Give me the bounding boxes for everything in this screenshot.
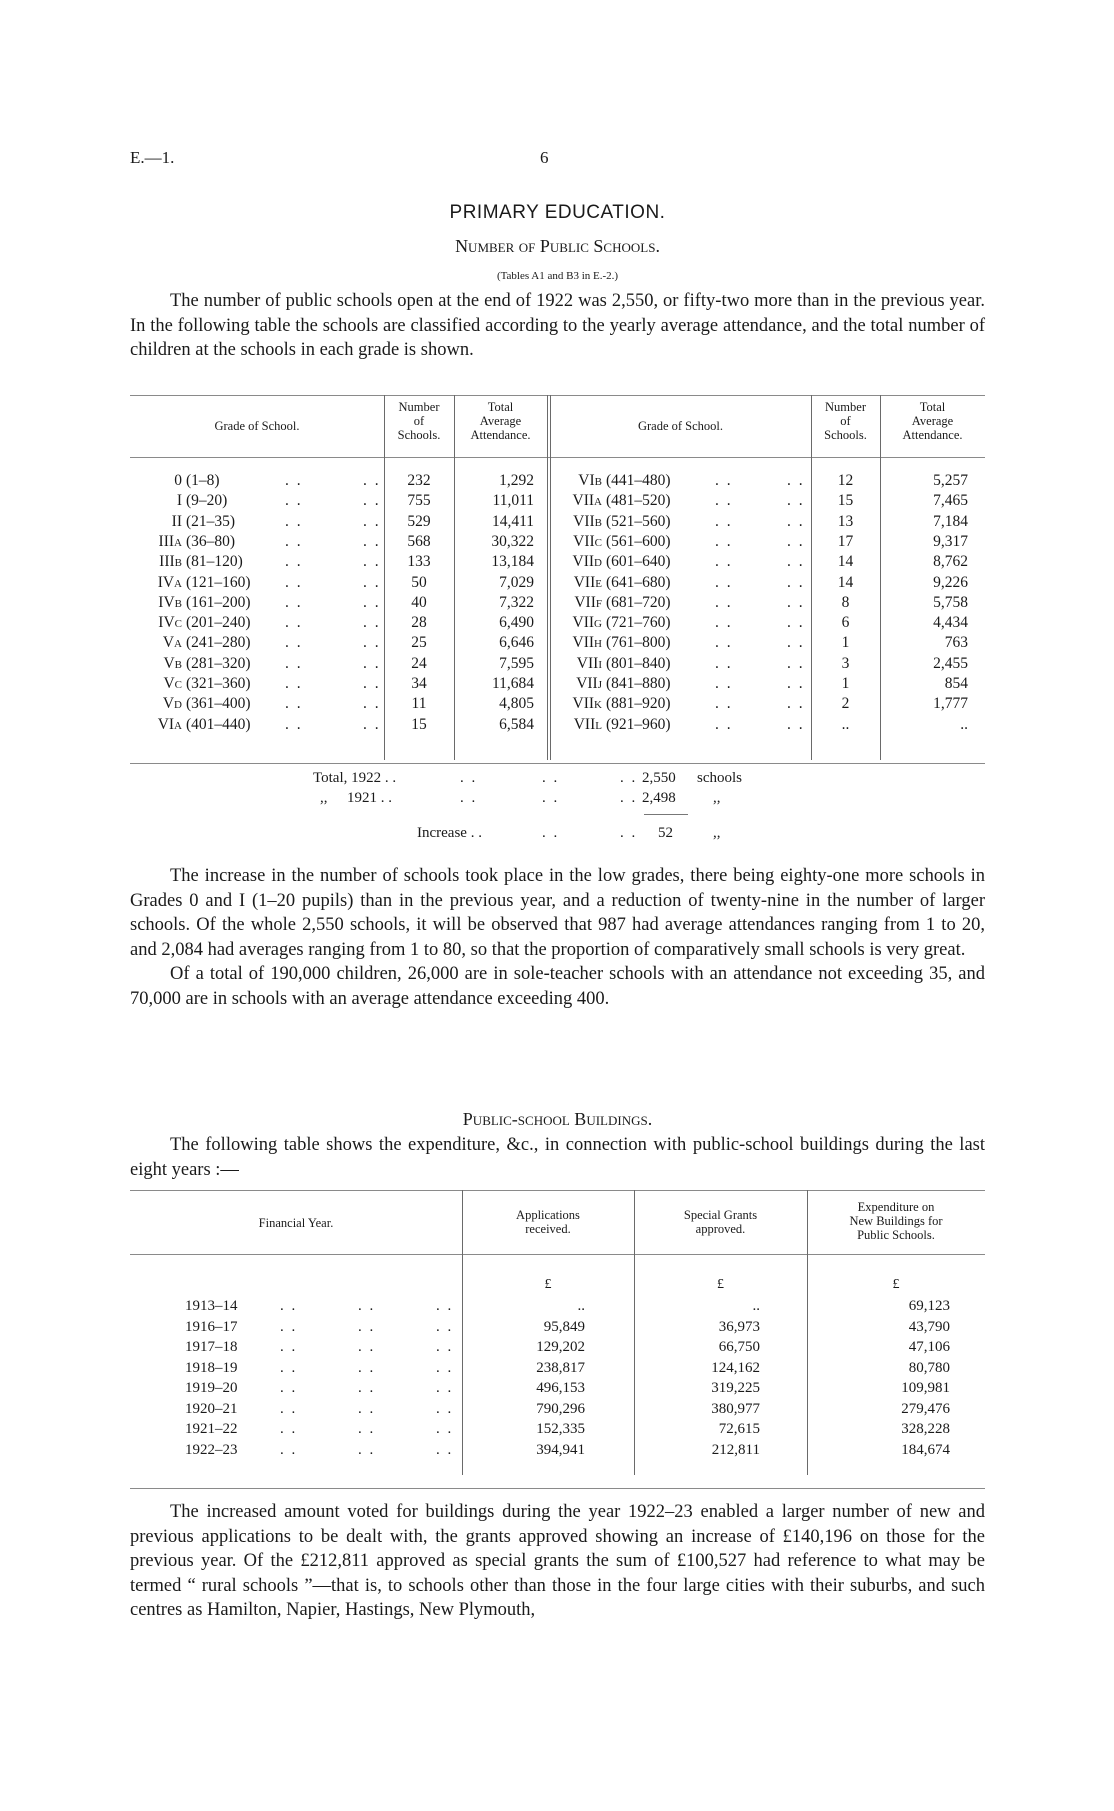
total-1922-value: 2,550 — [642, 770, 676, 786]
table-row: VIIF (681–720) . . . . 8 5,758 — [550, 593, 985, 613]
number-of-schools: 8 — [841, 593, 850, 611]
average-attendance: 854 — [944, 675, 968, 692]
number-of-schools: 15 — [411, 715, 427, 733]
financial-year: 1916–17 — [185, 1318, 238, 1335]
buildings-intro-paragraph: The following table shows the expenditure, &c., in connection with public-school buildings during the last eight years :— — [130, 1135, 985, 1180]
special-grants-approved: 66,750 — [718, 1339, 760, 1355]
average-attendance: 6,490 — [499, 614, 534, 632]
number-of-schools: 50 — [411, 573, 427, 591]
table-row: VD (361–400) . . . . 11 4,805 — [130, 694, 547, 714]
table-row: VIII (801–840) . . . . 3 2,455 — [550, 654, 985, 674]
table-bottom-rule — [130, 1488, 985, 1489]
table-row: VA (241–280) . . . . 25 6,646 — [130, 633, 547, 653]
grade-range: (441–480) — [606, 472, 671, 489]
average-attendance: 5,257 — [933, 472, 968, 489]
average-attendance: 4,434 — [933, 614, 968, 632]
grade-range: (201–240) — [186, 614, 251, 632]
average-attendance: 2,455 — [933, 654, 968, 672]
number-of-schools: 17 — [837, 532, 854, 550]
average-attendance: 14,411 — [491, 512, 534, 530]
average-attendance: 13,184 — [491, 553, 534, 571]
grade-range: (721–760) — [606, 614, 671, 632]
financial-year: 1917–18 — [185, 1339, 238, 1355]
table-row: 0 (1–8) . . . . 232 1,292 — [130, 471, 547, 491]
average-attendance: 9,226 — [933, 573, 968, 591]
page-title: PRIMARY EDUCATION. — [449, 202, 666, 223]
average-attendance: 6,646 — [499, 634, 534, 652]
table-row: 1921–22 . . . . . . 152,335 72,615 328,228 — [185, 1421, 950, 1437]
financial-year: 1913–14 — [185, 1298, 238, 1314]
applications-received: .. — [577, 1298, 585, 1314]
number-of-schools: 11 — [411, 695, 427, 713]
header-attendance-right: Total Average Attendance. — [902, 400, 963, 442]
average-attendance: 1,777 — [933, 695, 968, 713]
applications-received: 394,941 — [536, 1441, 585, 1458]
tables-reference: (Tables A1 and B3 in E.-2.) — [496, 270, 619, 282]
currency-expenditure: £ — [892, 1277, 900, 1292]
average-attendance: 6,584 — [499, 715, 534, 733]
number-of-schools: 28 — [411, 614, 427, 632]
table-row: VIIA (481–520) . . . . 15 7,465 — [550, 491, 985, 511]
increase-label: Increase . . — [417, 825, 482, 841]
expenditure-new-buildings: 328,228 — [901, 1421, 950, 1437]
average-attendance: .. — [960, 715, 968, 733]
intro-paragraph — [130, 289, 985, 363]
number-of-schools: 24 — [411, 654, 427, 672]
number-of-schools: 6 — [841, 614, 850, 632]
grade-range: (921–960) — [606, 715, 671, 733]
grade-numeral: VIID — [572, 553, 602, 571]
table-row: 1918–19 . . . . . . 238,817 124,162 80,780 — [185, 1359, 950, 1376]
special-grants-approved: 319,225 — [711, 1380, 760, 1396]
grade-numeral: VIIJ — [576, 675, 602, 692]
table-row: VIIJ (841–880) . . . . 1 854 — [550, 674, 985, 694]
average-attendance: 7,029 — [499, 573, 534, 591]
average-attendance: 7,465 — [933, 492, 968, 510]
grade-numeral: II — [171, 512, 182, 530]
special-grants-approved: 212,811 — [711, 1441, 760, 1458]
number-of-schools: 12 — [837, 472, 854, 489]
average-attendance: 7,595 — [499, 654, 534, 672]
average-attendance: 11,684 — [491, 675, 534, 692]
expenditure-new-buildings: 184,674 — [901, 1441, 950, 1458]
table-row: 1913–14 . . . . . . .. .. 69,123 — [185, 1298, 950, 1314]
grade-range: (521–560) — [606, 512, 671, 530]
page-number: 6 — [540, 148, 549, 167]
average-attendance: 763 — [944, 634, 968, 652]
increase-value: 52 — [658, 825, 673, 841]
grade-range: (9–20) — [186, 492, 228, 510]
header-number-right: Number of Schools. — [824, 400, 867, 442]
table-row: IVC (201–240) . . . . 28 6,490 — [130, 613, 547, 633]
grade-range: (681–720) — [606, 593, 671, 611]
table-top-rule — [130, 1190, 985, 1191]
expenditure-new-buildings: 80,780 — [908, 1359, 950, 1376]
grade-range: (161–200) — [186, 593, 251, 611]
applications-received: 95,849 — [543, 1318, 585, 1335]
grade-range: (601–640) — [606, 553, 671, 571]
grade-numeral: IVB — [158, 593, 182, 611]
grade-range: (561–600) — [606, 532, 671, 550]
table-row: 1917–18 . . . . . . 129,202 66,750 47,106 — [185, 1339, 950, 1355]
grade-range: (401–440) — [186, 715, 251, 733]
number-of-schools: 133 — [407, 553, 431, 571]
table-row: 1922–23 . . . . . . 394,941 212,811 184,674 — [185, 1441, 950, 1458]
table-row: VIIG (721–760) . . . . 6 4,434 — [550, 613, 985, 633]
grade-range: (841–880) — [606, 675, 671, 692]
applications-received: 790,296 — [536, 1400, 585, 1417]
section-heading-number-of-schools: Number of Public Schools. — [455, 236, 660, 256]
paragraph-increase: The increase in the number of schools took place in the low grades, there being eighty-one more schools in Grades 0 and I (1–20 pupils) than in the previous year, and a reduction of twenty-nine in the number of larger schools. Of the whole 2,550 schools, it will be observed that 987 had average attendances ranging from 1 to 20, and 2,084 had averages ranging from 1 to 80, so that the proportion of comparatively small schools is very great. Of a total of 190,000 children, 26,000 are in sole-teacher schools with an attendance not exceeding 35, and 70,000 are in schools with an average attendance exceeding 400. — [130, 866, 985, 1009]
header-attendance-left: Total Average Attendance. — [470, 400, 531, 442]
total-1921-value: 2,498 — [642, 790, 676, 806]
financial-year: 1919–20 — [185, 1380, 238, 1396]
grade-numeral: VIA — [157, 715, 182, 733]
total-1922-label: Total, 1922 . . — [313, 770, 397, 786]
grade-numeral: VC — [163, 675, 182, 692]
grade-numeral: IIIB — [159, 553, 182, 571]
table-row: VIB (441–480) . . . . 12 5,257 — [550, 471, 985, 491]
average-attendance: 11,011 — [492, 492, 534, 510]
table-row: IVB (161–200) . . . . 40 7,322 — [130, 593, 547, 613]
table-header-rule — [130, 457, 985, 458]
section-heading-buildings: Public-school Buildings. — [462, 1109, 653, 1129]
document-reference: E.—1. — [130, 148, 175, 167]
number-of-schools: 232 — [407, 472, 431, 489]
grade-numeral: VIII — [576, 654, 602, 672]
grade-numeral: VIIG — [572, 614, 602, 632]
table-row: IVA (121–160) . . . . 50 7,029 — [130, 573, 547, 593]
average-attendance: 1,292 — [499, 472, 534, 489]
table-row: 1920–21 . . . . . . 790,296 380,977 279,476 — [185, 1400, 950, 1417]
average-attendance: 30,322 — [491, 532, 534, 550]
table-row: 1916–17 . . . . . . 95,849 36,973 43,790 — [185, 1318, 950, 1335]
grade-numeral: IIIA — [158, 532, 182, 550]
number-of-schools: 14 — [837, 573, 854, 591]
intro-text: The number of public schools open at the end of 1922 was 2,550, or fifty-two more than in the previous year. In the following table the schools are classified according to the yearly average attendance, and the total number of children at the schools in each grade is shown. — [130, 291, 985, 360]
buildings-paragraph: The increased amount voted for buildings during the year 1922–23 enabled a larger number of new and previous applications to be dealt with, the grants approved showing an increase of £140,196 on those for the previous year. Of the £212,811 approved as special grants the sum of £100,527 had reference to what may be termed “ rural schools ”—that is, to schools other than those in the four large cities with their suburbs, and such centres as Hamilton, Napier, Hastings, New Plymouth, — [130, 1502, 985, 1620]
number-of-schools: 13 — [837, 512, 854, 530]
table-row: VIIH (761–800) . . . . 1 763 — [550, 633, 985, 653]
table-row: 1919–20 . . . . . . 496,153 319,225 109,981 — [185, 1380, 950, 1396]
table-row: VIIK (881–920) . . . . 2 1,777 — [550, 694, 985, 714]
running-header — [130, 148, 985, 172]
header-special-grants: Special Grants approved. — [683, 1208, 758, 1236]
grade-numeral: VIIL — [573, 715, 602, 733]
number-of-schools: 1 — [841, 675, 850, 692]
financial-year: 1922–23 — [185, 1441, 238, 1458]
financial-year: 1920–21 — [185, 1400, 238, 1417]
currency-grants: £ — [717, 1277, 724, 1292]
table-row: VIIE (641–680) . . . . 14 9,226 — [550, 573, 985, 593]
number-of-schools: 2 — [841, 695, 850, 713]
number-of-schools: 34 — [411, 675, 427, 692]
grade-range: (641–680) — [606, 573, 671, 591]
applications-received: 496,153 — [536, 1380, 585, 1396]
table-row: IIIB (81–120) . . . . 133 13,184 — [130, 552, 547, 572]
schools-totals: Total, 1922 . . . . . . . . 2,550 schools ,, 1921 . . . . . . . . 2,498 ,, Increase . . . . . . 52 ,, — [313, 770, 742, 841]
number-of-schools: 568 — [407, 532, 431, 550]
grade-range: (241–280) — [186, 634, 251, 652]
applications-received: 152,335 — [536, 1421, 585, 1437]
table-row: VIA (401–440) . . . . 15 6,584 — [130, 715, 547, 735]
total-unit: schools — [697, 770, 742, 786]
grade-numeral: VIIE — [573, 573, 602, 591]
grade-numeral: VIIH — [572, 634, 602, 652]
special-grants-approved: .. — [752, 1298, 760, 1314]
applications-received: 238,817 — [536, 1359, 585, 1376]
grade-range: (281–320) — [186, 654, 251, 672]
grade-numeral: VIIF — [574, 593, 602, 611]
average-attendance: 8,762 — [933, 553, 968, 571]
expenditure-new-buildings: 47,106 — [908, 1339, 950, 1355]
header-grade-left: Grade of School. — [214, 419, 300, 433]
grade-range: (36–80) — [186, 532, 236, 550]
header-number-left: Number of Schools. — [397, 400, 441, 442]
grade-range: (121–160) — [186, 573, 251, 591]
grade-range: (881–920) — [606, 695, 671, 713]
buildings-expenditure-table — [130, 1190, 985, 1490]
number-of-schools: .. — [841, 715, 850, 733]
grade-numeral: VIIB — [573, 512, 602, 530]
grade-numeral: 0 — [174, 472, 182, 489]
average-attendance: 5,758 — [933, 593, 968, 611]
average-attendance: 7,184 — [933, 512, 968, 530]
table-row: IIIA (36–80) . . . . 568 30,322 — [130, 532, 547, 552]
grade-range: (361–400) — [186, 695, 251, 713]
number-of-schools: 25 — [411, 634, 427, 652]
special-grants-approved: 72,615 — [718, 1421, 760, 1437]
expenditure-new-buildings: 69,123 — [908, 1298, 950, 1314]
grade-range: (1–8) — [186, 472, 220, 489]
grade-range: (21–35) — [186, 512, 236, 530]
header-applications: Applications received. — [516, 1208, 580, 1236]
number-of-schools: 1 — [841, 634, 850, 652]
number-of-schools: 3 — [841, 654, 850, 672]
special-grants-approved: 36,973 — [718, 1318, 760, 1335]
table-row: II (21–35) . . . . 529 14,411 — [130, 512, 547, 532]
table-header-rule — [130, 1254, 985, 1255]
expenditure-new-buildings: 279,476 — [901, 1400, 950, 1417]
financial-year: 1921–22 — [185, 1421, 238, 1437]
average-attendance: 9,317 — [933, 532, 968, 550]
header-expenditure: Expenditure on New Buildings for Public Schools. — [849, 1200, 943, 1242]
table-row: VIIB (521–560) . . . . 13 7,184 — [550, 512, 985, 532]
table-row: VIIL (921–960) . . . . .. .. — [550, 715, 985, 735]
number-of-schools: 755 — [407, 492, 431, 510]
grade-numeral: VA — [162, 634, 182, 652]
currency-applications: £ — [544, 1277, 552, 1292]
grade-numeral: IVC — [158, 614, 182, 632]
table-bottom-rule — [130, 763, 985, 764]
grade-numeral: VB — [163, 654, 182, 672]
table-row: VIIC (561–600) . . . . 17 9,317 — [550, 532, 985, 552]
total-1921-label: 1921 . . — [347, 790, 392, 806]
average-attendance: 7,322 — [499, 593, 534, 611]
financial-year: 1918–19 — [185, 1359, 238, 1376]
special-grants-approved: 124,162 — [711, 1359, 760, 1376]
header-grade-right: Grade of School. — [637, 419, 724, 433]
table-row: I (9–20) . . . . 755 11,011 — [130, 491, 547, 511]
schools-by-grade-table — [130, 395, 985, 765]
number-of-schools: 529 — [407, 512, 431, 530]
grade-numeral: VD — [162, 695, 182, 713]
number-of-schools: 14 — [837, 553, 854, 571]
grade-numeral: IVA — [157, 573, 182, 591]
grade-numeral: I — [176, 492, 182, 510]
expenditure-new-buildings: 43,790 — [908, 1318, 950, 1335]
grade-range: (481–520) — [606, 492, 671, 510]
header-financial-year: Financial Year. — [258, 1216, 334, 1230]
applications-received: 129,202 — [536, 1339, 585, 1355]
number-of-schools: 15 — [837, 492, 854, 510]
table-row: VIID (601–640) . . . . 14 8,762 — [550, 552, 985, 572]
grade-range: (761–800) — [606, 634, 671, 652]
grade-numeral: VIIC — [573, 532, 602, 550]
table-row: VB (281–320) . . . . 24 7,595 — [130, 654, 547, 674]
average-attendance: 4,805 — [499, 695, 534, 713]
expenditure-new-buildings: 109,981 — [901, 1380, 950, 1396]
special-grants-approved: 380,977 — [711, 1400, 760, 1417]
table-top-rule — [130, 395, 985, 396]
grade-numeral: VIB — [578, 472, 602, 489]
grade-numeral: VIIA — [572, 492, 602, 510]
number-of-schools: 40 — [411, 593, 427, 611]
table-row: VC (321–360) . . . . 34 11,684 — [130, 674, 547, 694]
grade-numeral: VIIK — [572, 695, 602, 713]
grade-range: (321–360) — [186, 675, 251, 692]
grade-range: (81–120) — [186, 553, 243, 571]
grade-range: (801–840) — [606, 654, 671, 672]
